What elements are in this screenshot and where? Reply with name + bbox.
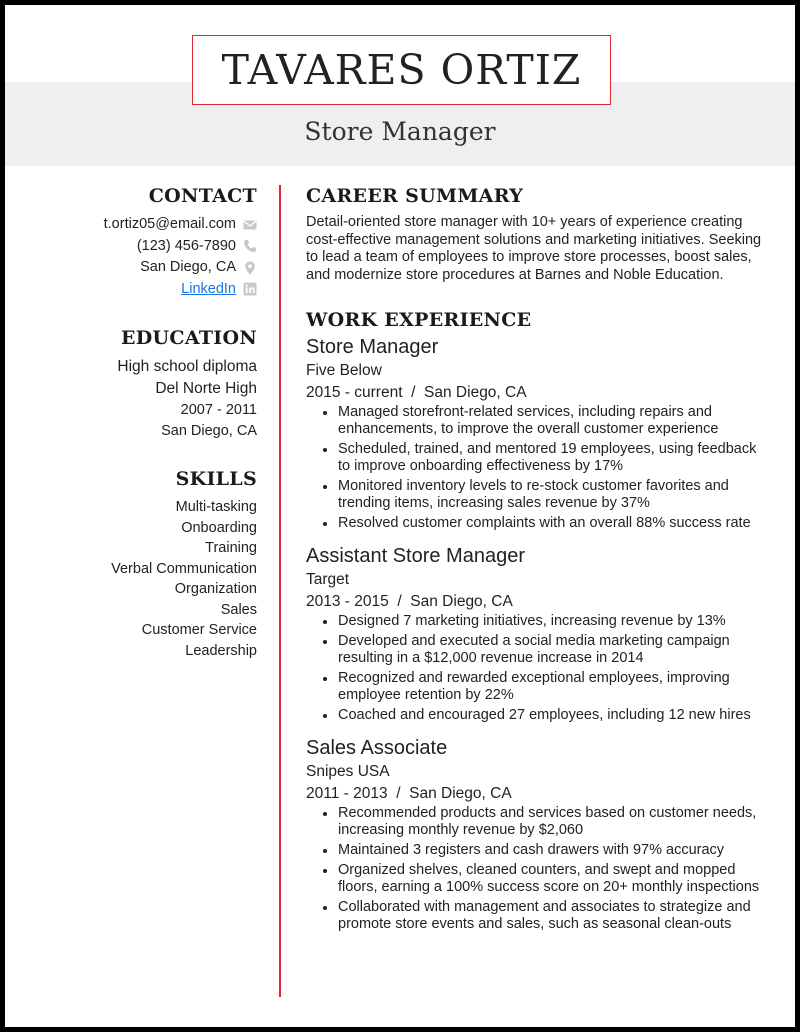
location-text: San Diego, CA — [140, 259, 236, 275]
job-company: Snipes USA — [306, 763, 390, 780]
job-company: Target — [306, 571, 350, 588]
contact-location — [45, 257, 257, 279]
bullet-item: Recommended products and services based on customer needs, increasing monthly revenue by $2,060 — [320, 805, 771, 839]
bullet-item: Monitored inventory levels to re-stock customer favorites and trending items, increasing sales revenue by 37% — [320, 478, 771, 512]
skills-heading: SKILLS — [175, 468, 257, 490]
job-location: San Diego, CA — [410, 593, 513, 610]
job-meta: 2015 - current / San Diego, CA — [306, 384, 527, 401]
job-bullets — [320, 404, 771, 532]
job-role: Assistant Store Manager — [306, 545, 525, 567]
job-dates: 2015 - current — [306, 384, 403, 401]
education-degree: High school diploma — [117, 358, 257, 375]
contact-email — [45, 214, 257, 236]
contact-phone — [45, 236, 257, 258]
job-entry — [306, 543, 771, 724]
job-dates: 2013 - 2015 — [306, 593, 389, 610]
skill-item: Organization — [174, 581, 257, 597]
column-divider — [279, 185, 281, 997]
job-dates: 2011 - 2013 — [306, 785, 388, 802]
education-school: Del Norte High — [155, 380, 257, 397]
summary-text: Detail-oriented store manager with 10+ years of experience creating cost-effective management solutions and marketing initiatives. Seeking to lead a team of employees to improve store processes, boost sales, and modernize store procedures at Barnes and Noble Education. — [306, 214, 762, 283]
bullet-item: Coached and encouraged 27 employees, including 12 new hires — [320, 707, 771, 724]
name-box — [192, 35, 611, 105]
skill-item: Leadership — [185, 642, 257, 659]
envelope-icon — [243, 218, 257, 232]
bullet-item: Managed storefront-related services, including repairs and enhancements, to improve the overall customer experience — [320, 404, 771, 438]
job-title: Store Manager — [304, 117, 496, 146]
linkedin-link[interactable]: LinkedIn — [181, 280, 236, 297]
job-meta: 2011 - 2013 / San Diego, CA — [306, 785, 512, 802]
skills-list — [45, 497, 257, 661]
job-location: San Diego, CA — [409, 785, 512, 802]
skill-item: Onboarding — [181, 519, 257, 536]
education-years: 2007 - 2011 — [180, 402, 257, 418]
job-bullets — [320, 805, 771, 933]
phone-icon — [243, 239, 257, 253]
linkedin-icon — [243, 282, 257, 296]
skill-item: Customer Service — [141, 622, 257, 638]
bullet-item: Organized shelves, cleaned counters, and swept and mopped floors, earning a 100% success score on 20+ monthly inspections — [320, 862, 771, 896]
bullet-item: Scheduled, trained, and mentored 19 employees, using feedback to improve onboarding effectiveness by 17% — [320, 441, 771, 475]
contact-heading: CONTACT — [148, 185, 257, 207]
email-text: t.ortiz05@email.com — [103, 216, 236, 232]
right-column — [306, 185, 771, 936]
job-entry — [306, 334, 771, 532]
phone-text: (123) 456-7890 — [136, 237, 236, 254]
job-meta: 2013 - 2015 / San Diego, CA — [306, 593, 513, 610]
job-company: Five Below — [306, 362, 382, 379]
map-pin-icon — [243, 261, 257, 275]
skill-item: Training — [205, 540, 257, 556]
contact-linkedin — [45, 279, 257, 301]
candidate-name: TAVARES ORTIZ — [221, 46, 582, 94]
job-location: San Diego, CA — [424, 384, 527, 401]
job-role: Sales Associate — [306, 737, 448, 759]
bullet-item: Designed 7 marketing initiatives, increasing revenue by 13% — [320, 613, 771, 630]
work-heading: WORK EXPERIENCE — [306, 309, 532, 331]
summary-heading: CAREER SUMMARY — [306, 185, 524, 207]
skill-item: Sales — [220, 601, 257, 618]
left-column — [45, 185, 257, 661]
bullet-item: Collaborated with management and associates to strategize and promote store events and sales, such as seasonal clean-outs — [320, 899, 771, 933]
bullet-item: Developed and executed a social media marketing campaign resulting in a $12,000 revenue increase in 2014 — [320, 633, 771, 667]
skill-item: Verbal Communication — [111, 560, 257, 577]
job-bullets — [320, 613, 771, 724]
bullet-item: Maintained 3 registers and cash drawers with 97% accuracy — [320, 842, 771, 859]
education-heading: EDUCATION — [121, 327, 257, 349]
job-role: Store Manager — [306, 336, 439, 358]
skill-item: Multi-tasking — [175, 499, 257, 515]
job-entry — [306, 735, 771, 933]
bullet-item: Resolved customer complaints with an overall 88% success rate — [320, 515, 771, 532]
education-location: San Diego, CA — [161, 422, 257, 439]
bullet-item: Recognized and rewarded exceptional employees, improving employee retention by 22% — [320, 670, 771, 704]
